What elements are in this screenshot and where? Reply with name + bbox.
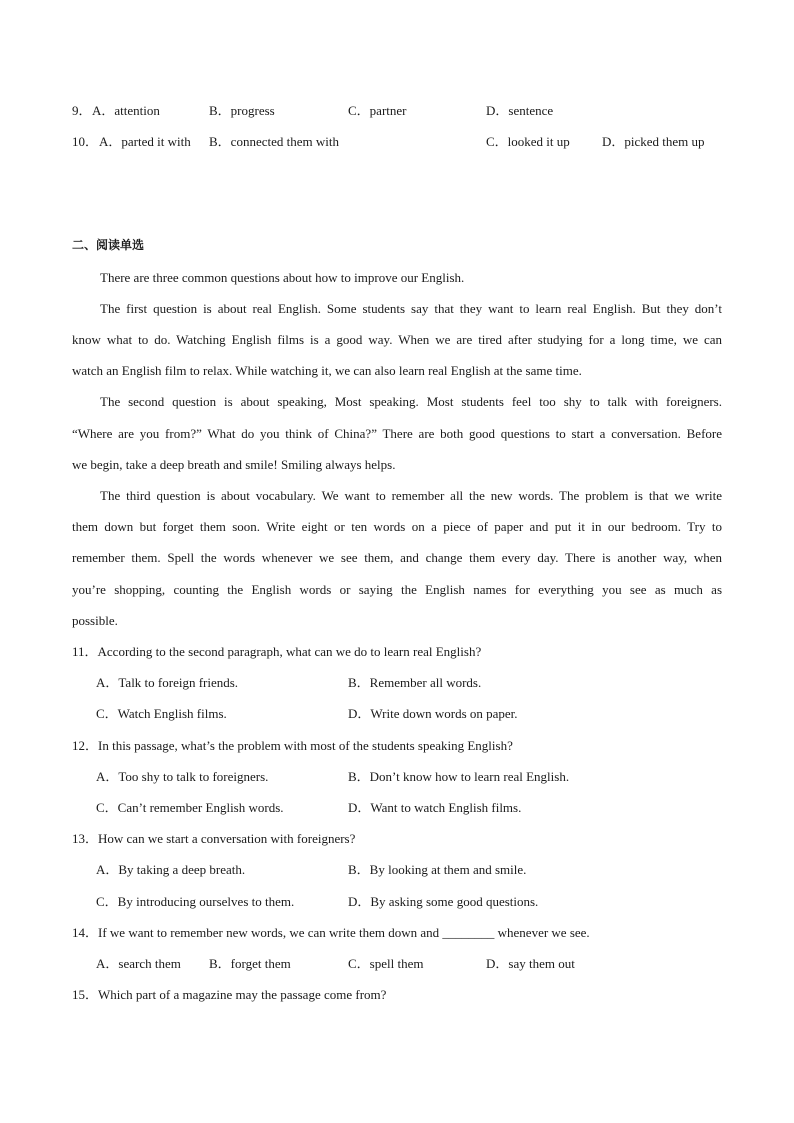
q10-option-a: A．parted it with — [99, 134, 191, 149]
q13-option-c: C．By introducing ourselves to them. — [96, 894, 295, 909]
q13-stem: 13．How can we start a conversation with foreigners? — [72, 831, 356, 846]
q11-stem: 11．According to the second paragraph, what can we do to learn real English? — [72, 644, 482, 659]
section-heading: 二、阅读单选 — [72, 238, 145, 252]
passage-line: There are three common questions about how to improve our English. — [100, 270, 465, 285]
q11-option-b: B．Remember all words. — [348, 675, 482, 690]
passage-line: we begin, take a deep breath and smile! Smiling always helps. — [72, 457, 396, 472]
q9-option-b: B．progress — [209, 103, 275, 118]
q14-stem: 14．If we want to remember new words, we can write them down and ________ whenever we see. — [72, 925, 590, 940]
q9-option-a: A．attention — [92, 103, 160, 118]
q12-stem: 12．In this passage, what’s the problem with most of the students speaking English? — [72, 738, 513, 753]
passage-line: The first question is about real English. Some students say that they want to learn real English. But they don’t — [100, 301, 722, 316]
q9-option-d: D．sentence — [486, 103, 554, 118]
q13-option-a: A．By taking a deep breath. — [96, 862, 246, 877]
q9-number: 9． — [72, 103, 92, 118]
q12-option-c: C．Can’t remember English words. — [96, 800, 284, 815]
q15-stem: 15．Which part of a magazine may the passage come from? — [72, 987, 387, 1002]
q10-number: 10． — [72, 134, 99, 149]
passage-line: remember them. Spell the words whenever we see them, and change them every day. There is another way, when — [72, 550, 722, 565]
passage-line: possible. — [72, 613, 118, 628]
q11-option-a: A．Talk to foreign friends. — [96, 675, 239, 690]
passage-line: know what to do. Watching English films is a good way. When we are tired after studying for a long time, we can — [72, 332, 722, 347]
passage-line: “Where are you from?” What do you think of China?” There are both good questions to start a conversation. Before — [72, 426, 722, 441]
passage-line: them down but forget them soon. Write eight or ten words on a piece of paper and put it in our bedroom. Try to — [72, 519, 722, 534]
q11-option-d: D．Write down words on paper. — [348, 706, 518, 721]
q10-option-b: B．connected them with — [209, 134, 339, 149]
q10-option-d: D．picked them up — [602, 134, 705, 149]
q14-option-c: C．spell them — [348, 956, 424, 971]
q14-option-d: D．say them out — [486, 956, 575, 971]
q12-option-a: A．Too shy to talk to foreigners. — [96, 769, 269, 784]
q10-option-c: C．looked it up — [486, 134, 570, 149]
q11-option-c: C．Watch English films. — [96, 706, 227, 721]
q12-option-b: B．Don’t know how to learn real English. — [348, 769, 570, 784]
passage-line: you’re shopping, counting the English words or saying the English names for everything you see as much as — [72, 582, 722, 597]
q13-option-b: B．By looking at them and smile. — [348, 862, 527, 877]
q12-option-d: D．Want to watch English films. — [348, 800, 522, 815]
q9-option-c: C．partner — [348, 103, 407, 118]
q14-option-b: B．forget them — [209, 956, 291, 971]
passage-line: watch an English film to relax. While watching it, we can also learn real English at the same time. — [72, 363, 582, 378]
q14-option-a: A．search them — [96, 956, 181, 971]
passage-line: The third question is about vocabulary. We want to remember all the new words. The problem is that we write — [100, 488, 722, 503]
q13-option-d: D．By asking some good questions. — [348, 894, 539, 909]
passage-line: The second question is about speaking, Most speaking. Most students feel too shy to talk with foreigners. — [100, 394, 722, 409]
